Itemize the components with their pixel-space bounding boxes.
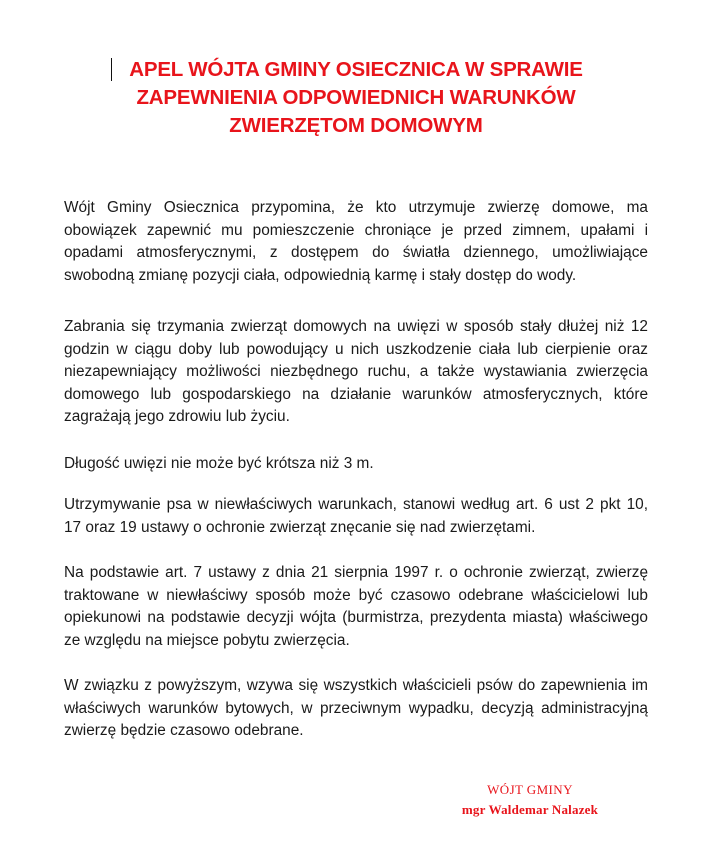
paragraph-5: Na podstawie art. 7 ustawy z dnia 21 sierpnia 1997 r. o ochronie zwierząt, zwierzę traktowane w niewłaściwy sposób może być czasowo odebrane właścicielowi lub opiekunowi na podstawie decyzji wójta (burmistrza, prezydenta miasta) właściwego ze względu na miejsce pobytu zwierzęcia. [64,564,648,649]
paragraph-6: W związku z powyższym, wzywa się wszystkich właścicieli psów do zapewnienia im właściwych warunków bytowych, w przeciwnym wypadku, decyzją administracyjną zwierzę będzie czasowo odebrane. [64,677,648,740]
text-cursor [111,58,112,81]
document-title [70,56,642,140]
paragraph-1: Wójt Gminy Osiecznica przypomina, że kto utrzymuje zwierzę domowe, ma obowiązek zapewnić mu pomieszczenie chroniące je przed zimnem, upałami i opadami atmosferycznymi, z dostępem do światła dziennego, umożliwiające swobodną zmianę pozycji ciała, odpowiednią karmę i stały dostęp do wody. [64,199,648,284]
paragraph-4: Utrzymywanie psa w niewłaściwych warunkach, stanowi według art. 6 ust 2 pkt 10, 17 oraz 19 ustawy o ochronie zwierząt znęcanie się nad zwierzętami. [64,496,648,536]
paragraph-3: Długość uwięzi nie może być krótsza niż 3 m. [64,455,374,472]
title-line-1: APEL WÓJTA GMINY OSIECZNICA W SPRAWIE [129,58,583,81]
title-line-2: ZAPEWNIENIA ODPOWIEDNICH WARUNKÓW [136,86,576,109]
signature-block [430,780,630,820]
title-line-3: ZWIERZĘTOM DOMOWYM [229,114,483,137]
paragraph-2: Zabrania się trzymania zwierząt domowych na uwięzi w sposób stały dłużej niż 12 godzin w ciągu doby lub powodujący u nich uszkodzenie ciała lub cierpienie oraz niezapewniający możliwości niezbędnego ruchu, a także wystawiania zwierzęcia domowego lub gospodarskiego na działanie warunków atmosferycznych, które zagrażają jego zdrowiu lub życiu. [64,318,648,426]
signature-name: mgr Waldemar Nalazek [461,802,599,817]
signature-role: WÓJT GMINY [487,782,573,797]
